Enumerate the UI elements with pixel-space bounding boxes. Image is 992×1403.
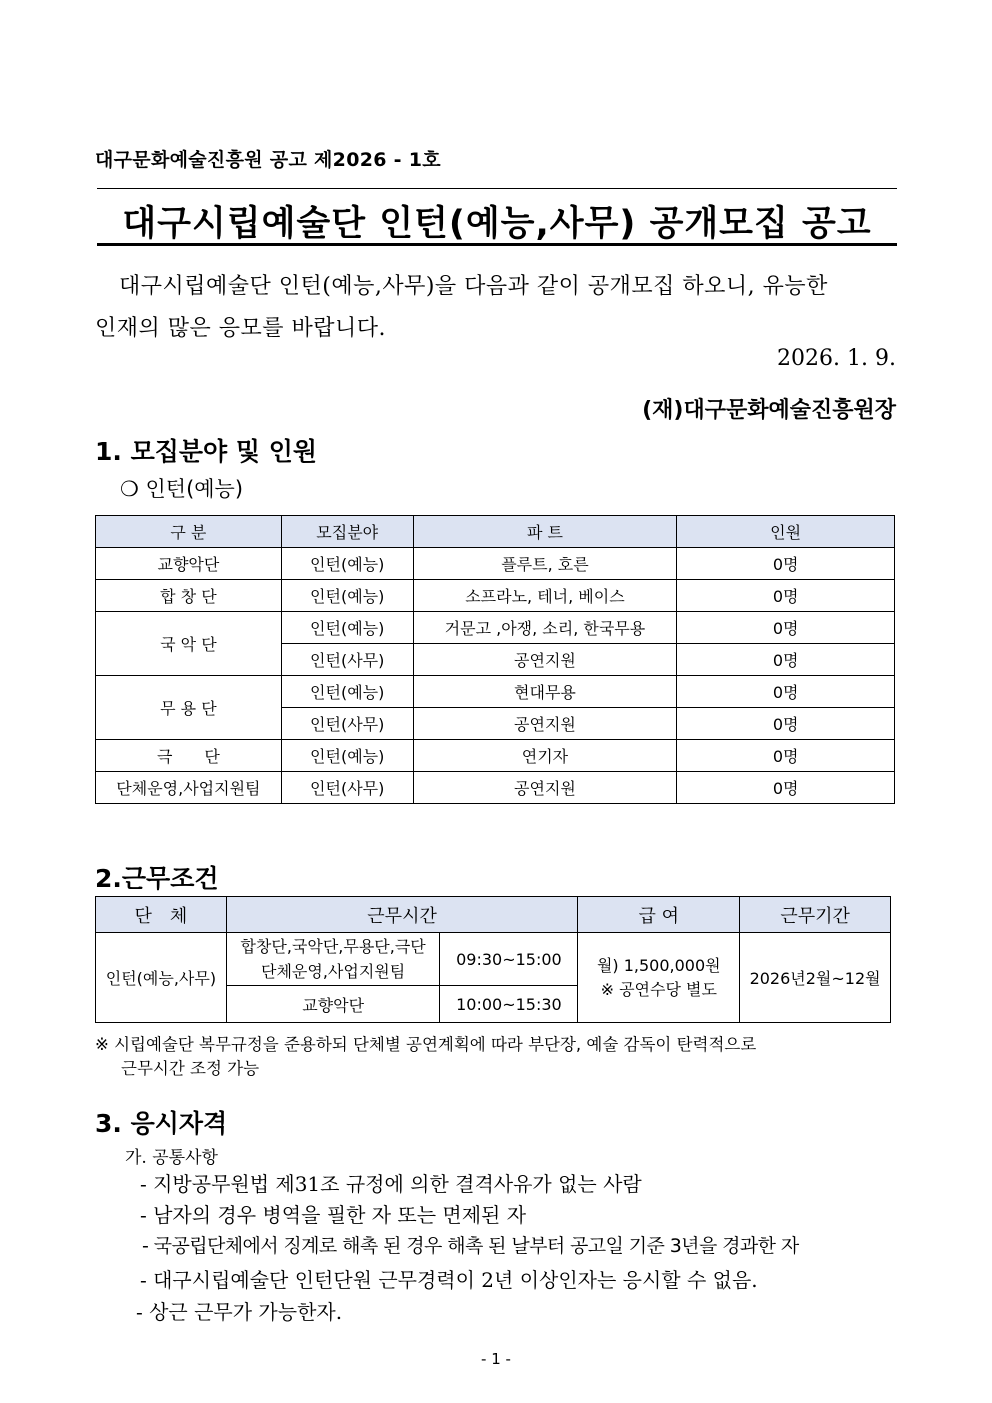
field-cell: 인턴(사무) [281,644,413,676]
recruitment-table [95,515,895,804]
part-cell: 소프라노, 테너, 베이스 [413,580,677,612]
group-cell: 합 창 단 [96,580,282,612]
requirement-item: - 대구시립예술단 인턴단원 근무경력이 2년 이상인자는 응시할 수 없음. [140,1268,758,1292]
units-line: 단체운영,사업지원팀 [261,962,406,981]
work-note [95,1033,895,1081]
notice-date: 2026. 1. 9. [777,346,896,371]
part-cell: 플루트, 호른 [413,548,677,580]
table-row [96,676,895,708]
units-cell: 교향악단 [226,986,440,1023]
section3-subheading: 가. 공통사항 [125,1148,218,1168]
page-number: - 1 - [481,1350,511,1368]
table-row [96,580,895,612]
table-header-row [96,897,891,933]
units-line: 합창단,국악단,무용단,극단 [240,937,426,956]
section1-subheading: ❍ 인턴(예능) [120,477,244,501]
table-row [96,772,895,804]
header-cell: 모집분야 [281,516,413,548]
note-line: 근무시간 조정 가능 [121,1059,260,1078]
part-cell: 현대무용 [413,676,677,708]
note-line: ※ 시립예술단 복무규정을 준용하되 단체별 공연계획에 따라 부단장, 예술 감독이 탄력적으로 [95,1035,757,1054]
count-cell: 0명 [677,676,895,708]
intro-paragraph [95,266,895,350]
title-rule-top [97,188,897,189]
count-cell: 0명 [677,580,895,612]
requirement-item: - 상근 근무가 가능한자. [136,1300,343,1324]
section3-heading: 3. 응시자격 [95,1109,228,1138]
header-cell: 단 체 [96,897,227,933]
work-conditions-table [95,896,891,1023]
header-cell: 구 분 [96,516,282,548]
header-cell: 인원 [677,516,895,548]
requirement-item: - 남자의 경우 병역을 필한 자 또는 면제된 자 [140,1203,527,1227]
field-cell: 인턴(예능) [281,548,413,580]
section2-heading: 2.근무조건 [95,864,219,893]
count-cell: 0명 [677,708,895,740]
intro-line-2: 인재의 많은 응모를 바랍니다. [95,316,386,341]
group-cell: 인턴(예능,사무) [96,933,227,1023]
period-cell: 2026년2월~12월 [740,933,891,1023]
page-title: 대구시립예술단 인턴(예능,사무) 공개모집 공고 [122,204,872,244]
time-cell: 10:00~15:30 [440,986,578,1023]
units-cell [226,933,440,986]
group-cell: 단체운영,사업지원팀 [96,772,282,804]
count-cell: 0명 [677,612,895,644]
count-cell: 0명 [677,772,895,804]
part-cell: 공연지원 [413,644,677,676]
part-cell: 공연지원 [413,772,677,804]
title-rule-bottom [97,243,897,246]
table-row [96,548,895,580]
header-cell: 근무기간 [740,897,891,933]
part-cell: 공연지원 [413,708,677,740]
intro-line-1: 대구시립예술단 인턴(예능,사무)을 다음과 같이 공개모집 하오니, 유능한 [119,274,828,299]
count-cell: 0명 [677,740,895,772]
requirement-item: - 지방공무원법 제31조 규정에 의한 결격사유가 없는 사람 [140,1172,642,1196]
group-cell: 극 단 [96,740,282,772]
count-cell: 0명 [677,548,895,580]
pay-cell [578,933,740,1023]
part-cell: 거문고 ,아쟁, 소리, 한국무용 [413,612,677,644]
field-cell: 인턴(예능) [281,612,413,644]
issuer: (재)대구문화예술진흥원장 [642,398,896,423]
time-cell: 09:30~15:00 [440,933,578,986]
group-cell: 교향악단 [96,548,282,580]
notice-number: 대구문화예술진흥원 공고 제2026 - 1호 [95,149,441,171]
header-cell: 파 트 [413,516,677,548]
count-cell: 0명 [677,644,895,676]
pay-line: ※ 공연수당 별도 [600,979,717,999]
group-cell: 무 용 단 [96,676,282,740]
part-cell: 연기자 [413,740,677,772]
field-cell: 인턴(예능) [281,676,413,708]
field-cell: 인턴(사무) [281,772,413,804]
table-row [96,740,895,772]
field-cell: 인턴(사무) [281,708,413,740]
table-row [96,933,891,986]
requirement-item: - 국공립단체에서 징계로 해촉 된 경우 해촉 된 날부터 공고일 기준 3년을 경과한 자 [142,1235,799,1257]
header-cell: 근무시간 [226,897,578,933]
table-row [96,612,895,644]
field-cell: 인턴(예능) [281,740,413,772]
field-cell: 인턴(예능) [281,580,413,612]
pay-line: 월) 1,500,000원 [596,955,721,975]
table-header-row [96,516,895,548]
header-cell: 급 여 [578,897,740,933]
section1-heading: 1. 모집분야 및 인원 [95,437,318,466]
group-cell: 국 악 단 [96,612,282,676]
